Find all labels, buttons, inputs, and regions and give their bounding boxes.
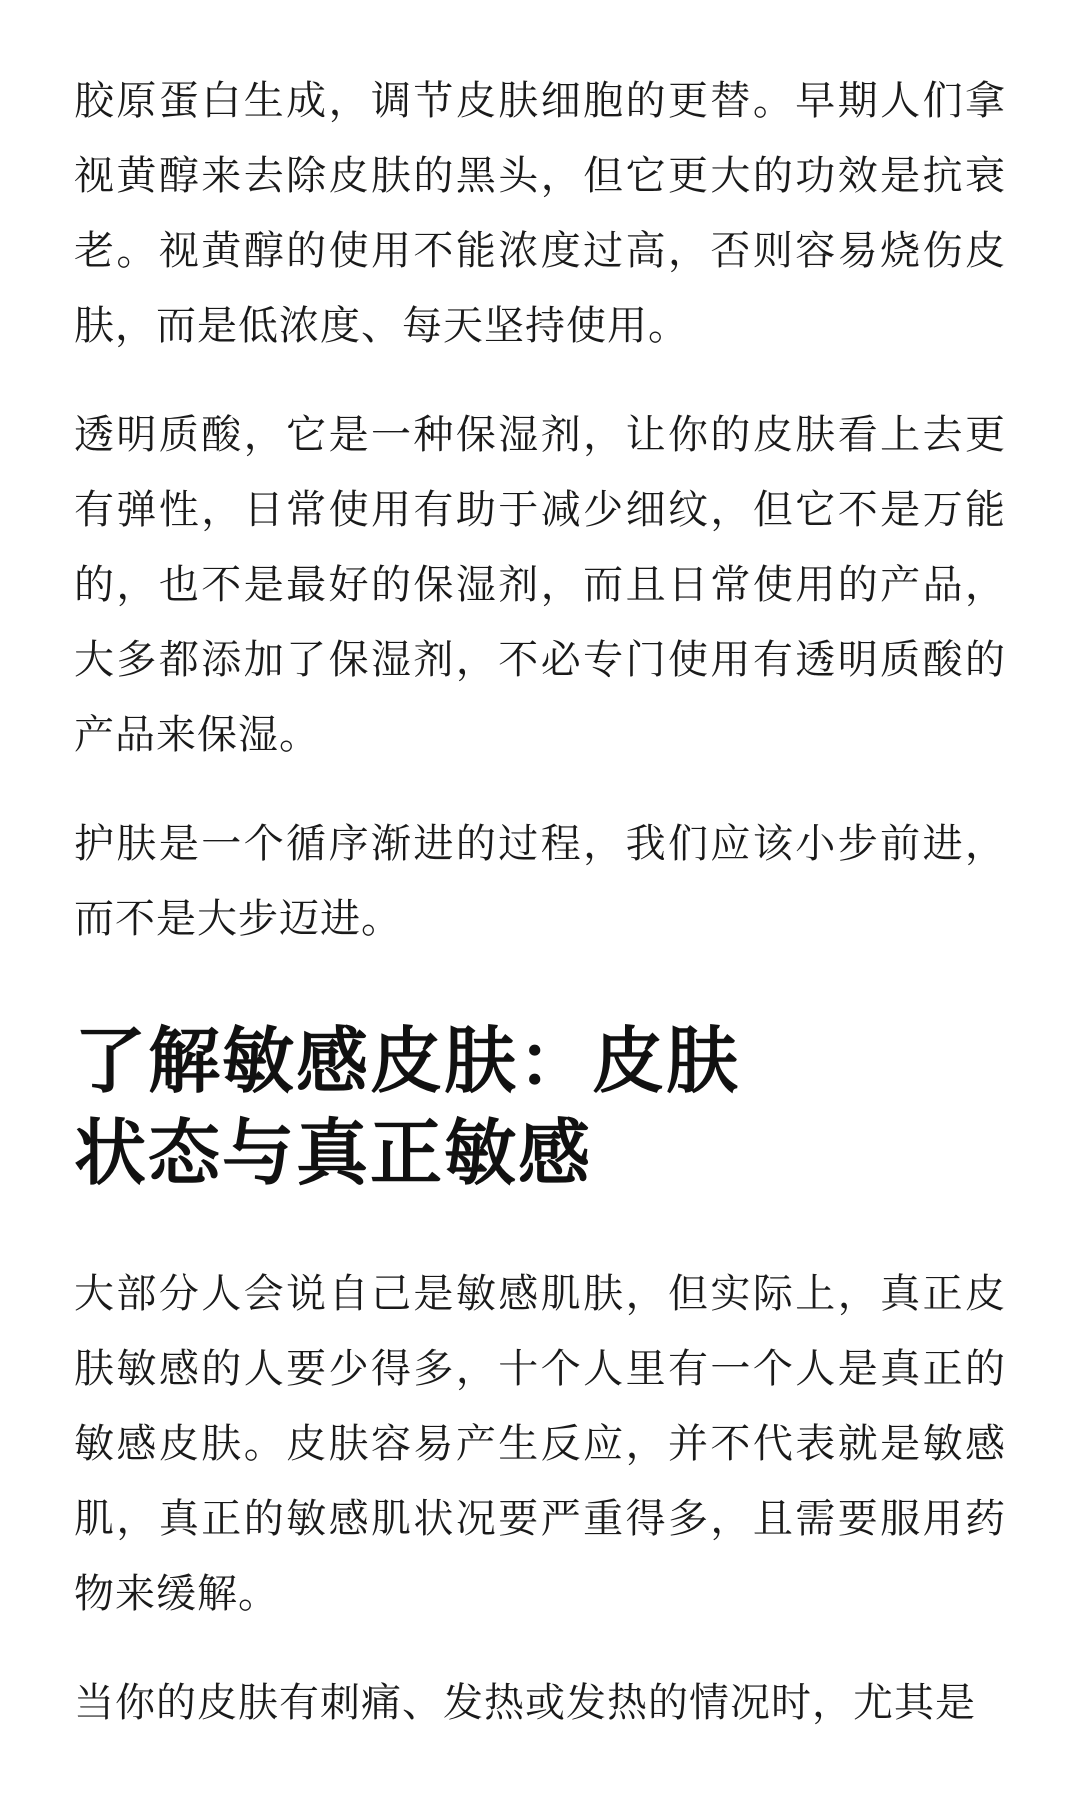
paragraph-hyaluronic-acid: 透明质酸，它是一种保湿剂，让你的皮肤看上去更有弹性，日常使用有助于减少细纹，但它不是万能的，也不是最好的保湿剂，而且日常使用的产品，大多都添加了保湿剂，不必专门使用有透明质酸的产品来保湿。 [74, 412, 1006, 758]
paragraph-symptoms: 当你的皮肤有刺痛、发热或发热的情况时，尤其是 [74, 1680, 976, 1726]
paragraph-skincare-process: 护肤是一个循序渐进的过程，我们应该小步前进，而不是大步迈进。 [74, 821, 1006, 942]
paragraph-retinol: 胶原蛋白生成，调节皮肤细胞的更替。早期人们拿视黄醇来去除皮肤的黑头，但它更大的功效是抗衰老。视黄醇的使用不能浓度过高，否则容易烧伤皮肤，而是低浓度、每天坚持使用。 [74, 78, 1006, 349]
section-heading: 了解敏感皮肤：皮肤状态与真正敏感 [74, 1018, 741, 1195]
article-body [74, 64, 1006, 1775]
paragraph-sensitive-skin: 大部分人会说自己是敏感肌肤，但实际上，真正皮肤敏感的人要少得多，十个人里有一个人是真正的敏感皮肤。皮肤容易产生反应，并不代表就是敏感肌，真正的敏感肌状况要严重得多，且需要服用药物来缓解。 [74, 1271, 1006, 1617]
